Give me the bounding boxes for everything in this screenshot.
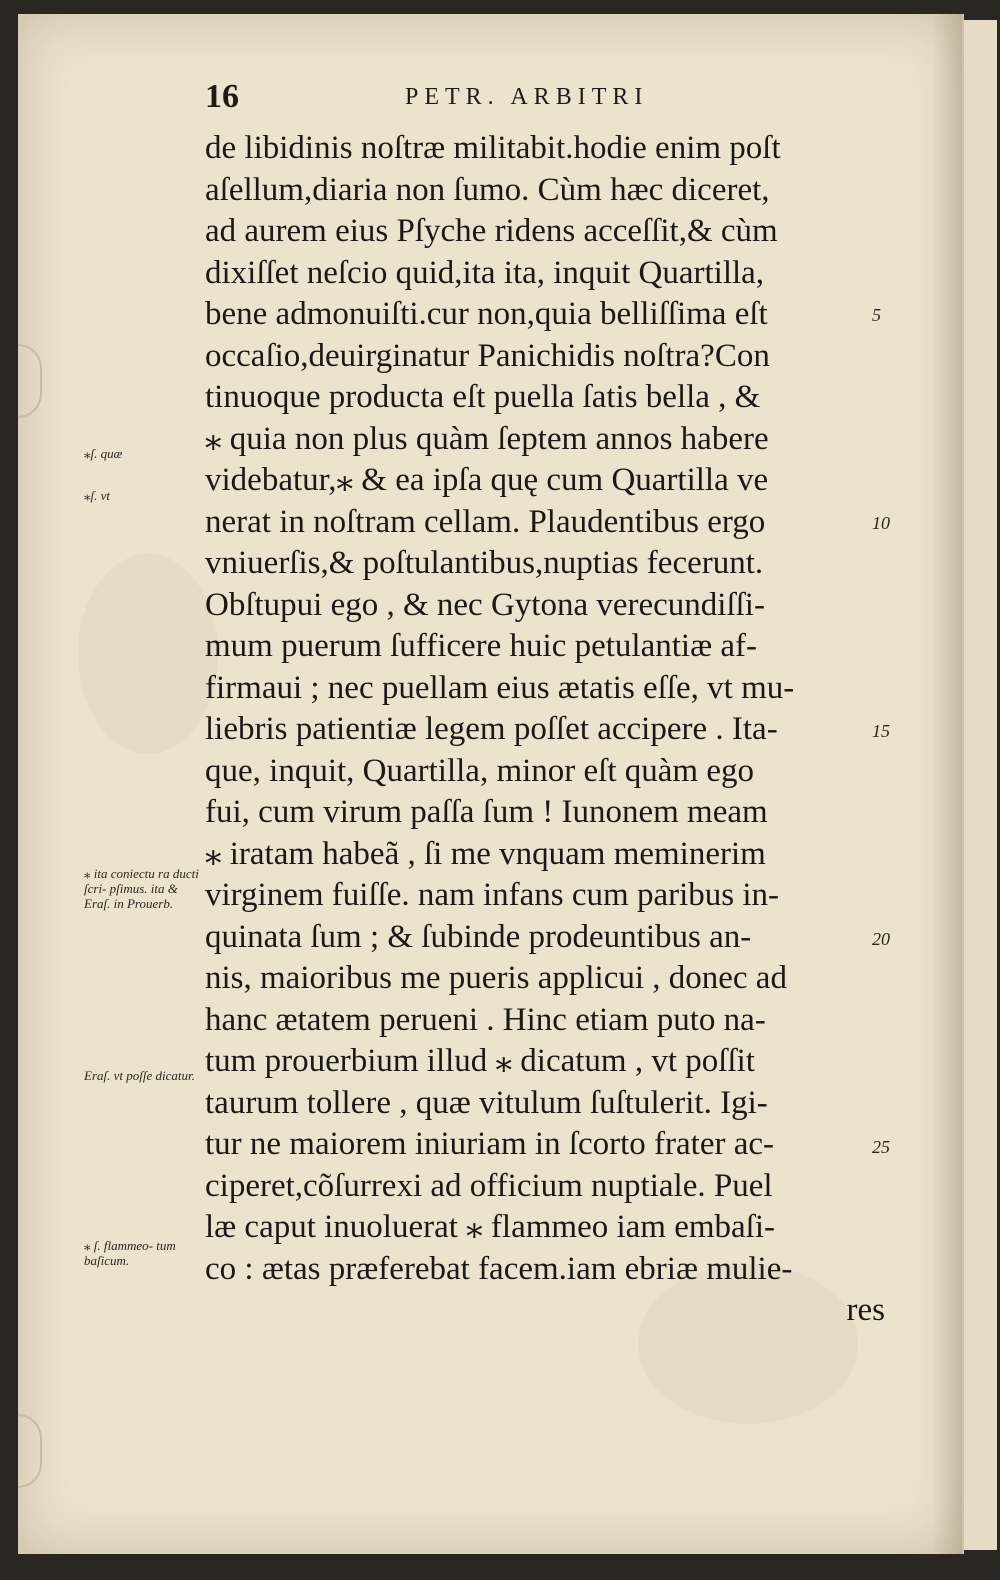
line-number-20: 20 xyxy=(872,929,890,949)
text-line: videbatur,⁎ & ea ipſa quę cum Quartilla ve xyxy=(205,462,769,498)
paper-stain xyxy=(78,554,218,754)
margin-note: ⁎ſ. quæ xyxy=(84,446,123,461)
text-line: co : ætas præferebat facem.iam ebriæ mulie- xyxy=(205,1250,793,1287)
text-line: tinuoque producta eſt puella ſatis bella , & xyxy=(205,379,761,415)
text-line: ⁎ quia non plus quàm ſeptem annos habere xyxy=(205,420,769,457)
text-line: occaſio,deuirginatur Panichidis noſtra?Con xyxy=(205,337,770,374)
page-header xyxy=(205,78,765,118)
text-line: fui, cum virum paſſa ſum ! Iunonem meam xyxy=(205,794,768,830)
text-line: læ caput inuoluerat ⁎ flammeo iam embaſi- xyxy=(205,1209,775,1245)
binding-thread-mark xyxy=(18,1414,42,1488)
text-line: quinata ſum ; & ſubinde prodeuntibus an- xyxy=(205,918,752,955)
text-line: bene admonuiſti.cur non,quia belliſſima eſt xyxy=(205,296,768,332)
next-leaf-edge xyxy=(962,20,997,1550)
text-line: liebris patientiæ legem poſſet accipere . Ita- xyxy=(205,711,778,747)
text-line: de libidinis noſtræ militabit.hodie enim poſt xyxy=(205,130,781,166)
text-line: virginem fuiſſe. nam infans cum paribus in- xyxy=(205,877,780,913)
text-line: ⁎ iratam habeã , ſi me vnquam meminerim xyxy=(205,835,766,872)
text-line: que, inquit, Quartilla, minor eſt quàm ego xyxy=(205,752,754,789)
page-gutter-shadow xyxy=(932,14,962,1554)
text-line: Obſtupui ego , & nec Gytona verecundiſſi- xyxy=(205,586,765,623)
main-text-block xyxy=(205,128,885,1332)
text-line: taurum tollere , quæ vitulum ſuſtulerit. Igi- xyxy=(205,1084,768,1121)
text-line: hanc ætatem perueni . Hinc etiam puto na- xyxy=(205,1001,766,1038)
line-number-5: 5 xyxy=(872,305,881,325)
line-number-15: 15 xyxy=(872,721,890,741)
text-line: mum puerum ſufficere huic petulantiæ af- xyxy=(205,628,757,664)
text-line: nis, maioribus me pueris applicui , donec ad xyxy=(205,960,787,996)
catchword: res xyxy=(846,1292,885,1328)
text-line: ciperet,cõſurrexi ad officium nuptiale. Puel xyxy=(205,1167,773,1204)
text-line: nerat in noſtram cellam. Plaudentibus ergo xyxy=(205,503,766,540)
text-line: dixiſſet neſcio quid,ita ita, inquit Quartilla, xyxy=(205,254,765,291)
text-line: ad aurem eius Pſyche ridens acceſſit,& cùm xyxy=(205,213,778,249)
margin-note: ⁎ſ. vt xyxy=(84,488,110,503)
folio-number: 16 xyxy=(205,78,239,115)
line-number-10: 10 xyxy=(872,513,890,533)
binding-thread-mark xyxy=(18,344,42,418)
running-head: PETR. ARBITRI xyxy=(405,84,649,110)
text-line: vniuerſis,& poſtulantibus,nuptias fecerunt. xyxy=(205,545,764,581)
margin-note: ⁎ ſ. flammeo- tum baſicum. xyxy=(84,1238,176,1268)
text-line: tur ne maiorem iniuriam in ſcorto frater ac- xyxy=(205,1126,775,1162)
margin-note: ⁎ ita coniectu ra ducti ſcri- pſimus. ita & Eraſ. in Prouerb. xyxy=(84,866,199,911)
line-number-25: 25 xyxy=(872,1137,890,1157)
text-line: firmaui ; nec puellam eius ætatis eſſe, vt mu- xyxy=(205,669,795,706)
text-line: aſellum,diaria non ſumo. Cùm hæc diceret, xyxy=(205,171,770,208)
margin-note: Eraſ. vt poſſe dicatur. xyxy=(84,1068,195,1083)
text-line: tum prouerbium illud ⁎ dicatum , vt poſſit xyxy=(205,1043,755,1079)
